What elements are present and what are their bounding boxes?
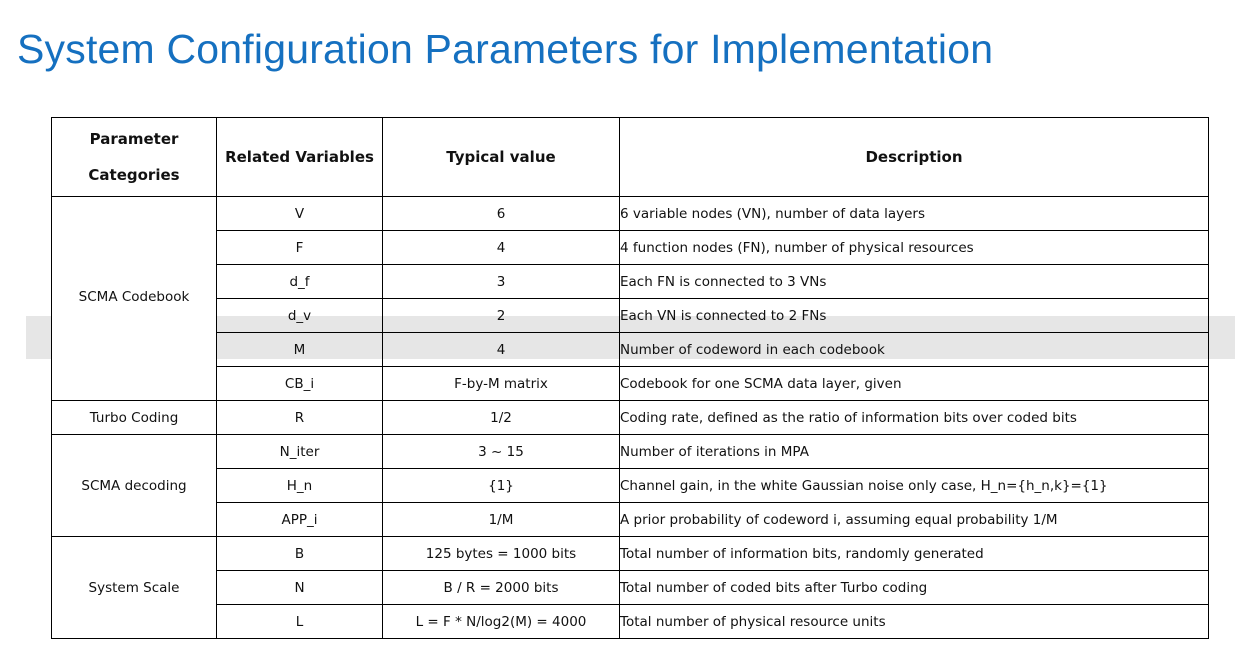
description-cell: Total number of physical resource units: [620, 605, 1209, 639]
table-row: [52, 435, 1209, 469]
description-cell: Codebook for one SCMA data layer, given: [620, 367, 1209, 401]
header-value: Typical value: [383, 118, 620, 197]
category-cell: System Scale: [52, 537, 217, 639]
variable-cell: B: [217, 537, 383, 571]
variable-cell: d_v: [217, 299, 383, 333]
parameters-table: [51, 117, 1209, 639]
table-row: [52, 537, 1209, 571]
variable-cell: APP_i: [217, 503, 383, 537]
variable-cell: F: [217, 231, 383, 265]
value-cell: B / R = 2000 bits: [383, 571, 620, 605]
table-row: [52, 571, 1209, 605]
description-cell: Total number of information bits, randomly generated: [620, 537, 1209, 571]
header-row: [52, 118, 1209, 197]
value-cell: 125 bytes = 1000 bits: [383, 537, 620, 571]
header-variables: Related Variables: [217, 118, 383, 197]
value-cell: F-by-M matrix: [383, 367, 620, 401]
value-cell: {1}: [383, 469, 620, 503]
variable-cell: L: [217, 605, 383, 639]
value-cell: 4: [383, 231, 620, 265]
description-cell: Total number of coded bits after Turbo coding: [620, 571, 1209, 605]
variable-cell: V: [217, 197, 383, 231]
variable-cell: H_n: [217, 469, 383, 503]
category-cell: SCMA decoding: [52, 435, 217, 537]
description-cell: Channel gain, in the white Gaussian noise only case, H_n={h_n,k}={1}: [620, 469, 1209, 503]
value-cell: 1/M: [383, 503, 620, 537]
variable-cell: N: [217, 571, 383, 605]
table-row: [52, 503, 1209, 537]
header-description: Description: [620, 118, 1209, 197]
value-cell: L = F * N/log2(M) = 4000: [383, 605, 620, 639]
table-row: [52, 401, 1209, 435]
table-row: [52, 333, 1209, 367]
table-row: [52, 367, 1209, 401]
variable-cell: CB_i: [217, 367, 383, 401]
table-row: [52, 469, 1209, 503]
table-row: [52, 299, 1209, 333]
value-cell: 3 ~ 15: [383, 435, 620, 469]
description-cell: Number of iterations in MPA: [620, 435, 1209, 469]
value-cell: 1/2: [383, 401, 620, 435]
variable-cell: M: [217, 333, 383, 367]
table-row: [52, 265, 1209, 299]
category-cell: Turbo Coding: [52, 401, 217, 435]
category-cell: SCMA Codebook: [52, 197, 217, 401]
description-cell: A prior probability of codeword i, assuming equal probability 1/M: [620, 503, 1209, 537]
variable-cell: N_iter: [217, 435, 383, 469]
description-cell: 4 function nodes (FN), number of physical resources: [620, 231, 1209, 265]
description-cell: Each FN is connected to 3 VNs: [620, 265, 1209, 299]
header-category: Parameter Categories: [52, 118, 217, 197]
page-title: System Configuration Parameters for Implementation: [17, 26, 994, 72]
variable-cell: R: [217, 401, 383, 435]
table-row: [52, 197, 1209, 231]
description-cell: Coding rate, defined as the ratio of information bits over coded bits: [620, 401, 1209, 435]
description-cell: Number of codeword in each codebook: [620, 333, 1209, 367]
value-cell: 6: [383, 197, 620, 231]
description-cell: 6 variable nodes (VN), number of data layers: [620, 197, 1209, 231]
value-cell: 3: [383, 265, 620, 299]
description-cell: Each VN is connected to 2 FNs: [620, 299, 1209, 333]
table-row: [52, 231, 1209, 265]
variable-cell: d_f: [217, 265, 383, 299]
value-cell: 2: [383, 299, 620, 333]
table-row: [52, 605, 1209, 639]
value-cell: 4: [383, 333, 620, 367]
